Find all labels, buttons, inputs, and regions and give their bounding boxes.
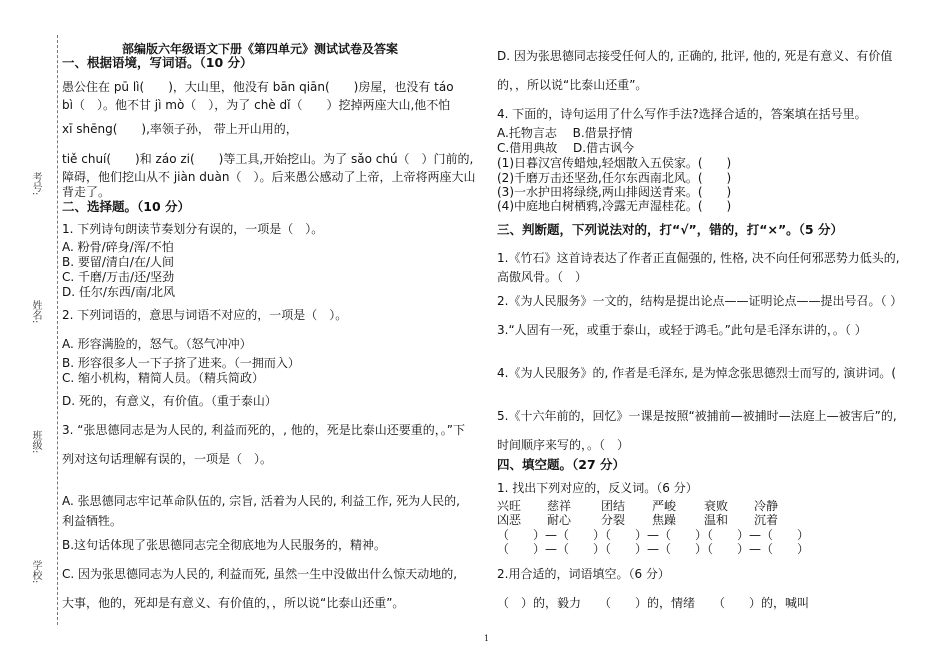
word-row-2-item: 分裂 (601, 513, 626, 527)
word-row-2-item: 沉着 (754, 513, 779, 527)
judgement-1-line-2: 高傲风骨。（ ） (497, 270, 588, 284)
judgement-4: 4.《为人民服务》的, 作者是毛泽东, 是为悼念张思德烈士而写的, 演讲词。( (497, 366, 897, 380)
question-4-options-row-1: A.托物言志 B.借景抒情 (497, 126, 633, 140)
judgement-5-line-2: 时间顺序来写的，。（ ） (497, 438, 630, 452)
section-1-line-6: 背走了。 (62, 185, 111, 199)
judgement-1-line-1: 1.《竹石》这首诗表达了作者正直倔强的, 性格, 决不向任何邪恶势力低头的, (497, 251, 900, 265)
question-4-item-3: (3)一水护田将绿绕,两山排闼送青来。( ) (497, 185, 732, 199)
question-1: 1. 下列诗句朗读节奏划分有误的，一项是（ ）。 (62, 222, 324, 236)
question-3-option-d-line-1: D. 因为张思德同志接受任何人的, 正确的, 批评, 他的, 死是有意义、有价值 (497, 49, 893, 63)
section-3-heading: 三、判断题，下列说法对的，打“√”，错的，打“×”。（5 分） (497, 222, 843, 237)
fill-question-2: 2.用合适的，词语填空。（6 分） (497, 567, 670, 581)
document-title: 部编版六年级语文下册《第四单元》测试试卷及答案 (122, 42, 399, 56)
word-row-1-item: 团结 (601, 499, 626, 513)
page-number: 1 (484, 634, 490, 643)
fill-question-2-line-1: （ ）的，毅力 （ ）的，情绪 （ ）的，喊叫 (497, 596, 810, 610)
section-2-heading: 二、选择题。（10 分） (62, 199, 190, 214)
section-4-heading: 四、填空题。（27 分） (497, 457, 625, 472)
question-3-option-c-line-1: C. 因为张思德同志为人民的, 利益而死, 虽然一生中没做出什么惊天动地的, (62, 567, 458, 581)
section-1-line-2: bì（ ）。他不甘 jì mò（ ），为了 chè dǐ（ ）挖掉两座大山,他不怕 (62, 98, 451, 112)
question-2-option-c: C. 缩小机构，精简人员。（精兵简政） (62, 371, 265, 385)
question-3-option-d-line-2: 的，，所以说“比泰山还重”。 (497, 78, 648, 92)
word-row-1-item: 兴旺 (497, 499, 522, 513)
word-row-1-item: 冷静 (754, 499, 779, 513)
binding-dashed-line (57, 35, 58, 625)
question-4-item-4: (4)中庭地白树栖鸦,冷露无声湿桂花。( ) (497, 199, 732, 213)
judgement-5-line-1: 5.《十六年前的，回忆》一课是按照“被捕前—被捕时—法庭上—被害后”的, (497, 409, 897, 423)
question-2-option-a: A. 形容满脸的，怒气。（怒气冲冲） (62, 337, 252, 351)
judgement-3: 3.“人固有一死，或重于泰山，或轻于鸿毛。”此句是毛泽东讲的，。（ ） (497, 323, 867, 337)
question-3-line-1: 3. “张思德同志是为人民的, 利益而死的，, 他的，死是比泰山还要重的，。”下 (62, 423, 465, 437)
fill-question-1: 1. 找出下列对应的，反义词。（6 分） (497, 481, 698, 495)
word-row-2-item: 焦躁 (652, 513, 677, 527)
antonym-pair-row-1: （ ）—（ ）（ ）—（ ）（ ）—（ ） (497, 528, 810, 542)
question-1-option-d: D. 任尔/东西/南/北风 (62, 285, 175, 299)
question-1-option-b: B. 要留/清白/在/人间 (62, 255, 174, 269)
question-4: 4. 下面的，诗句运用了什么写作手法?选择合适的，答案填在括号里。 (497, 107, 867, 121)
section-1-line-4: tiě chuí( )和 záo zi( )等工具,开始挖山。为了 sǎo chú（ ）门前的, (62, 152, 474, 166)
question-4-options-row-2: C.借用典故 D.借古讽今 (497, 141, 635, 155)
judgement-2: 2.《为人民服务》一文的，结构是提出论点——证明论点——提出号召。（ ） (497, 294, 903, 308)
section-1-line-3: xī shēng( ),率领子孙， 带上开山用的， (62, 122, 298, 136)
question-4-item-1: (1)日暮汉宫传蜡烛,轻烟散入五侯家。( ) (497, 156, 732, 170)
question-1-option-c: C. 千磨/万击/还/坚劲 (62, 270, 175, 284)
antonym-pair-row-2: （ ）—（ ）（ ）—（ ）（ ）—（ ） (497, 542, 810, 556)
word-row-1-item: 衰败 (704, 499, 729, 513)
word-row-1-item: 慈祥 (547, 499, 572, 513)
question-2: 2. 下列词语的，意思与词语不对应的，一项是（ ）。 (62, 308, 348, 322)
section-1-line-5: 障碍，他们挖山从不 jiàn duàn（ ）。后来愚公感动了上帝，上帝将两座大山 (62, 170, 476, 184)
question-1-option-a: A. 粉骨/碎身/浑/不怕 (62, 240, 174, 254)
word-row-1-item: 严峻 (652, 499, 677, 513)
question-2-option-d: D. 死的，有意义，有价值。（重于泰山） (62, 394, 277, 408)
question-3-option-c-line-2: 大事，他的，死却是有意义、有价值的，，所以说“比泰山还重”。 (62, 596, 405, 610)
gutter-name-label: 姓名: (30, 300, 41, 324)
word-row-2-item: 凶恶 (497, 513, 522, 527)
question-2-option-b: B. 形容很多人一下子挤了进来。（一拥而入） (62, 356, 300, 370)
question-3-option-a-line-2: 利益牺牲。 (62, 514, 123, 528)
question-3-option-a-line-1: A. 张思德同志牢记革命队伍的, 宗旨, 活着为人民的, 利益工作, 死为人民的, (62, 494, 460, 508)
word-row-2-item: 温和 (704, 513, 729, 527)
question-3-line-2: 列对这句话理解有误的，一项是（ ）。 (62, 452, 273, 466)
question-4-item-2: (2)千磨万击还坚劲,任尔东西南北风。( ) (497, 171, 732, 185)
word-row-2-item: 耐心 (547, 513, 572, 527)
section-1-line-1: 愚公住在 pū lì( )，大山里，他没有 bān qiān( )房屋，也没有 táo (62, 80, 454, 94)
gutter-exam-number-label: 考号: (30, 172, 41, 196)
section-1-heading: 一、根据语境，写词语。（10 分） (62, 55, 253, 70)
gutter-class-label: 班级: (30, 430, 41, 454)
gutter-school-label: 学校: (30, 560, 41, 584)
antonym-word-grid (497, 499, 917, 559)
question-3-option-b: B.这句话体现了张思德同志完全彻底地为人民服务的，精神。 (62, 538, 387, 552)
